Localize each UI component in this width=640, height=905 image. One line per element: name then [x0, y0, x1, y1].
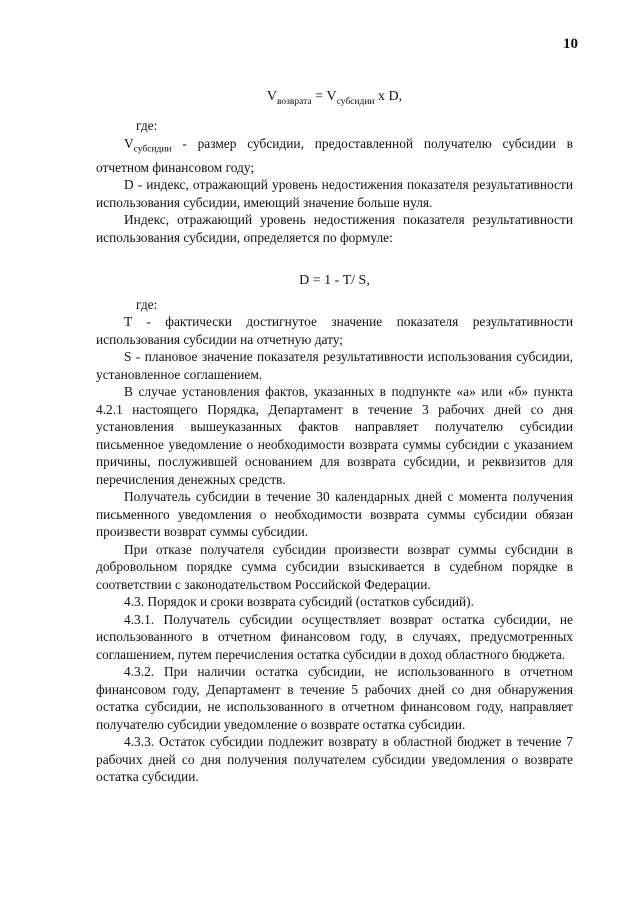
formula-index: D = 1 - T/ S,	[299, 273, 370, 289]
v-def-text: - размер субсидии, предоставленной получателю субсидии в отчетном финансовом году;	[96, 135, 573, 175]
t-definition: T - фактически достигнутое значение показателя результативности использования субсидии на отчетную дату;	[96, 314, 573, 347]
index-intro: Индекс, отражающий уровень недостижения показателя результативности использования субсидии, определяется по формуле:	[96, 212, 573, 245]
where-label-1: где:	[136, 118, 158, 134]
d-definition: D - индекс, отражающий уровень недостижения показателя результативности использования субсидии, имеющий значение больше нуля.	[96, 177, 573, 210]
formula-v: V	[266, 89, 277, 104]
paragraph-refusal: При отказе получателя субсидии произвести возврат суммы субсидии в добровольном порядке сумма субсидии взыскивается в судебном порядке в соответствии с законодательством Российской Федерации.	[96, 541, 573, 592]
section-4-3-1: 4.3.1. Получатель субсидии осуществляет возврат остатка субсидии, не использованного в отчетном финансовом году, в случаях, предусмотренных соглашением, путем перечисления остатка субсидии в доход областного бюджета.	[96, 611, 573, 662]
formula-eq: = V	[311, 89, 337, 104]
where-label-2: где:	[136, 296, 158, 312]
document-body	[96, 82, 573, 786]
v-def-letter: V	[124, 135, 134, 151]
paragraph-30-days: Получатель субсидии в течение 30 календарных дней с момента получения письменного уведомления о необходимости возврата суммы субсидии обязан произвести возврат суммы субсидии.	[96, 489, 573, 540]
section-4-3-3: 4.3.3. Остаток субсидии подлежит возврату в областной бюджет в течение 7 рабочих дней со дня получения получателем субсидии уведомления о возврате остатка субсидии.	[96, 734, 573, 785]
formula-return-volume	[96, 88, 573, 111]
formula-tail: x D,	[374, 89, 403, 104]
s-definition: S - плановое значение показателя результативности использования субсидии, установленное соглашением.	[96, 349, 573, 382]
paragraph-facts: В случае установления фактов, указанных в подпункте «а» или «б» пункта 4.2.1 настоящего Порядка, Департамент в течение 3 рабочих дней со дня установления вышеуказанных фактов направляет получателю субсидии письменное уведомление о необходимости возврата суммы субсидии с указанием причины, послужившей основанием для возврата субсидии, и реквизитов для перечисления денежных средств.	[96, 384, 573, 487]
v-definition	[96, 135, 573, 177]
formula-sub-return: возврата	[277, 96, 312, 107]
section-4-3-heading: 4.3. Порядок и сроки возврата субсидий (остатков субсидий).	[124, 594, 474, 610]
section-4-3-2: 4.3.2. При наличии остатка субсидии, не использованного в отчетном финансовом году, Департамент в течение 5 рабочих дней со дня обнаружения остатка субсидии, не использованного в отчетном финансовом году, направляет получателю субсидии уведомление о возврате остатка субсидии.	[96, 664, 573, 732]
formula-sub-subsidy: субсидии	[336, 96, 375, 107]
page-number: 10	[563, 36, 578, 52]
v-def-sub: субсидии	[133, 144, 172, 155]
